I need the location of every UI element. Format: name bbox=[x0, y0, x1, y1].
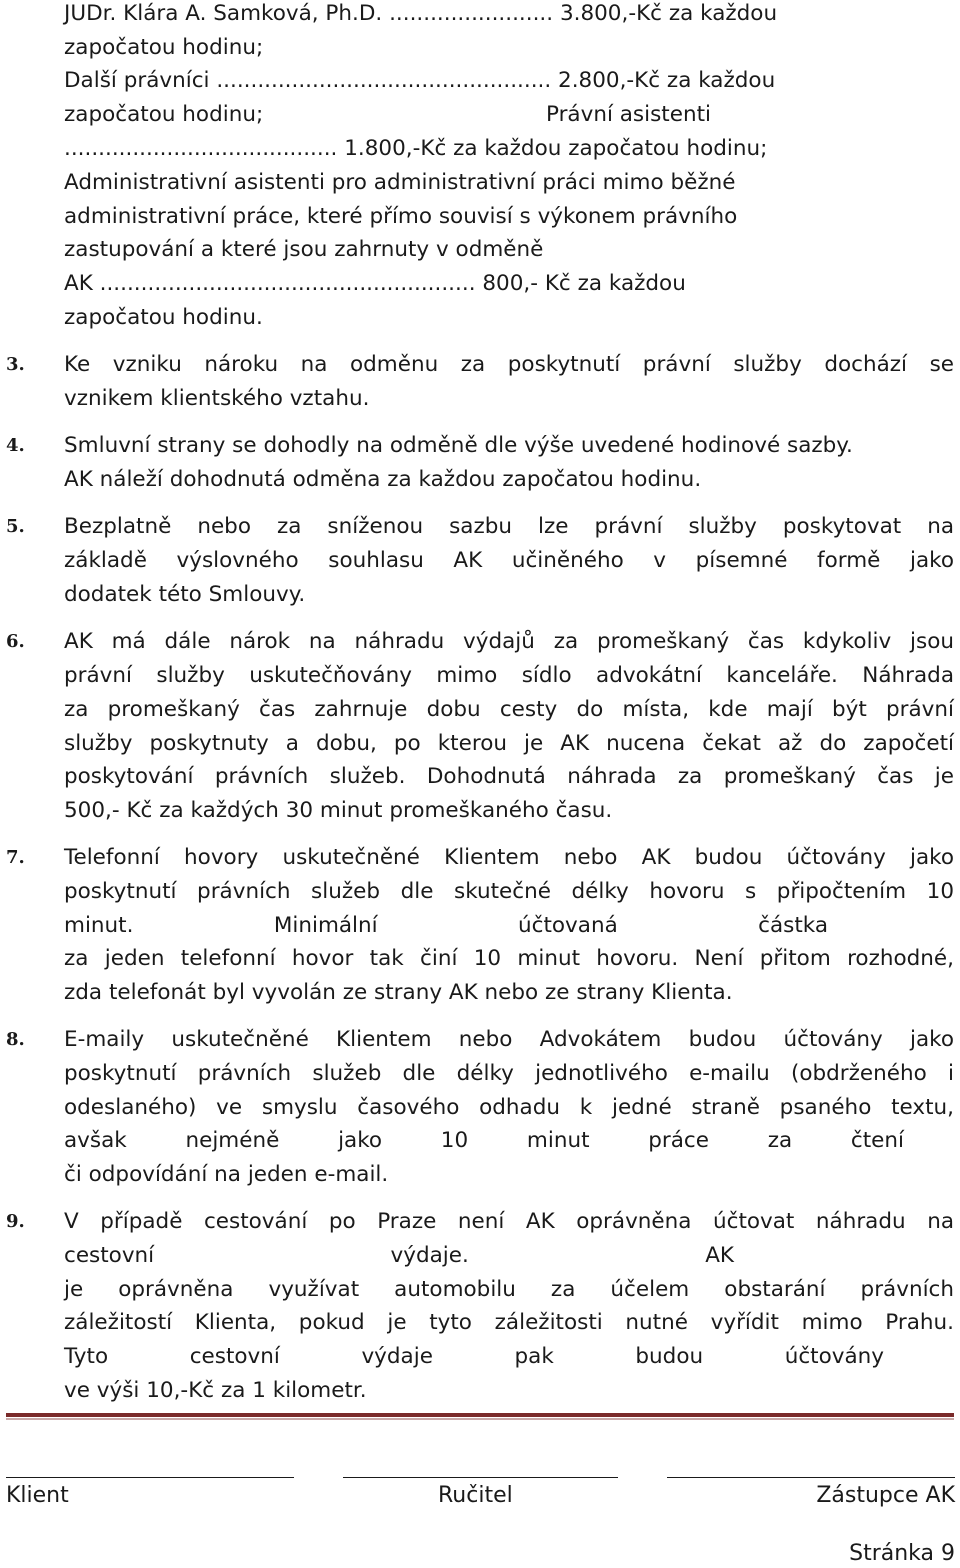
rate-line-1: JUDr. Klára A. Samková, Ph.D. ........................ 3.800,-Kč za každou bbox=[64, 1, 778, 26]
footer-divider-shadow bbox=[6, 1418, 954, 1420]
signature-label-representative: Zástupce AK bbox=[816, 1483, 955, 1508]
rate-line-7: administrativní práce, které přímo souvisí s výkonem právního bbox=[64, 204, 738, 229]
clause-line: Smluvní strany se dohodly na odměně dle výše uvedené hodinové sazby. bbox=[64, 433, 853, 458]
signature-line-representative bbox=[667, 1477, 955, 1478]
clause-line: Ke vzniku nároku na odměnu za poskytnutí právní služby dochází se bbox=[64, 352, 954, 377]
clause-number: 5. bbox=[6, 516, 25, 537]
rate-line-9: AK ....................................................... 800,- Kč za každou bbox=[64, 271, 686, 296]
clause-line: AK má dále nárok na náhradu výdajů za promeškaný čas kdykoliv jsou bbox=[64, 629, 954, 654]
rate-line-5: ........................................ 1.800,-Kč za každou započatou hodinu; bbox=[64, 136, 768, 161]
clause-line: V případě cestování po Praze není AK oprávněna účtovat náhradu na bbox=[64, 1209, 954, 1234]
footer-divider bbox=[6, 1413, 954, 1417]
rate-line-8: zastupování a které jsou zahrnuty v odměně bbox=[64, 237, 544, 262]
rate-line-2: započatou hodinu; bbox=[64, 35, 264, 60]
clause-line: základě výslovného souhlasu AK učiněného v písemné formě jako bbox=[64, 548, 954, 573]
clause-line: poskytnutí právních služeb dle délky jednotlivého e-mailu (obdrženého i bbox=[64, 1061, 954, 1086]
clause-line: 500,- Kč za každých 30 minut promeškaného času. bbox=[64, 798, 613, 823]
clause-number: 9. bbox=[6, 1211, 25, 1232]
clause-line: dodatek této Smlouvy. bbox=[64, 582, 306, 607]
page-number: Stránka 9 bbox=[849, 1541, 955, 1566]
clause-line: za jeden telefonní hovor tak činí 10 minut hovoru. Není přitom rozhodné, bbox=[64, 946, 954, 971]
rate-line-6: Administrativní asistenti pro administrativní práci mimo běžné bbox=[64, 170, 736, 195]
signature-label-guarantor: Ručitel bbox=[438, 1483, 513, 1508]
rate-line-10: započatou hodinu. bbox=[64, 305, 263, 330]
clause-line: či odpovídání na jeden e-mail. bbox=[64, 1162, 389, 1187]
clause-line: Telefonní hovory uskutečněné Klientem nebo AK budou účtovány jako bbox=[64, 845, 954, 870]
clause-line: avšak nejméně jako 10 minut práce za čtení bbox=[64, 1128, 904, 1153]
clause-line: ve výši 10,-Kč za 1 kilometr. bbox=[64, 1378, 367, 1403]
clause-line: právní služby uskutečňovány mimo sídlo advokátní kanceláře. Náhrada bbox=[64, 663, 954, 688]
clause-number: 8. bbox=[6, 1029, 25, 1050]
clause-line: poskytování právních služeb. Dohodnutá náhrada za promeškaný čas je bbox=[64, 764, 954, 789]
clause-line: je oprávněna využívat automobilu za účelem obstarání právních bbox=[64, 1277, 954, 1302]
clause-line: vznikem klientského vztahu. bbox=[64, 386, 370, 411]
clause-number: 3. bbox=[6, 354, 25, 375]
signature-line-guarantor bbox=[343, 1477, 618, 1478]
clause-number: 7. bbox=[6, 847, 25, 868]
signature-line-client bbox=[6, 1477, 294, 1478]
clause-line: cestovní výdaje. AK bbox=[64, 1243, 734, 1268]
signature-label-client: Klient bbox=[6, 1483, 69, 1508]
clause-number: 6. bbox=[6, 631, 25, 652]
clause-number: 4. bbox=[6, 435, 25, 456]
clause-line: záležitostí Klienta, pokud je tyto záležitosti nutné vyřídit mimo Prahu. bbox=[64, 1310, 954, 1335]
clause-line: odeslaného) ve smyslu časového odhadu k jedné straně psaného textu, bbox=[64, 1095, 954, 1120]
rate-line-4a: započatou hodinu; bbox=[64, 102, 264, 127]
rate-line-3: Další právníci ................................................. 2.800,-Kč za každou bbox=[64, 68, 776, 93]
clause-line: minut. Minimální účtovaná částka bbox=[64, 913, 828, 938]
clause-line: služby poskytnuty a dobu, po kterou je AK nucena čekat až do započetí bbox=[64, 731, 954, 756]
clause-line: za promeškaný čas zahrnuje dobu cesty do místa, kde mají být právní bbox=[64, 697, 954, 722]
rate-line-4b: Právní asistenti bbox=[546, 102, 711, 127]
clause-line: Tyto cestovní výdaje pak budou účtovány bbox=[64, 1344, 884, 1369]
clause-line: E-maily uskutečněné Klientem nebo Advokátem budou účtovány jako bbox=[64, 1027, 954, 1052]
clause-line: poskytnutí právních služeb dle skutečné délky hovoru s připočtením 10 bbox=[64, 879, 954, 904]
clause-line: Bezplatně nebo za sníženou sazbu lze právní služby poskytovat na bbox=[64, 514, 954, 539]
clause-line: AK náleží dohodnutá odměna za každou započatou hodinu. bbox=[64, 467, 702, 492]
clause-line: zda telefonát byl vyvolán ze strany AK nebo ze strany Klienta. bbox=[64, 980, 733, 1005]
